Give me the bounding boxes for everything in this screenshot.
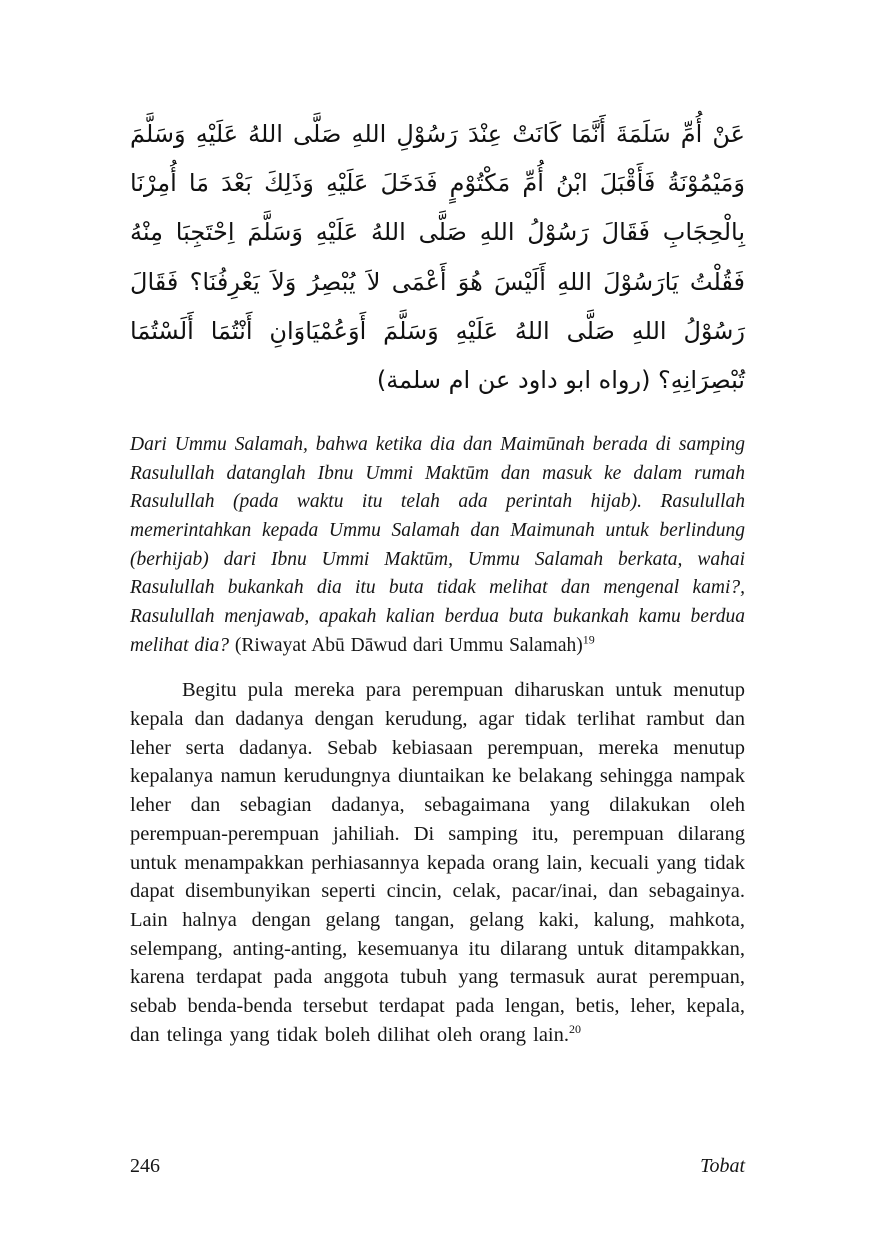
footnote-reference-19: 19: [582, 632, 595, 647]
arabic-hadith-text: عَنْ أُمِّ سَلَمَةَ أَنَّمَا كَانَتْ عِنْدَ رَسُوْلِ اللهِ صَلَّى اللهُ عَلَيْهِ وَسَلَّمَ وَمَيْمُوْنَةُ فَأَقْبَلَ ابْنُ أُمِّ مَكْتُوْمٍ فَدَخَلَ عَلَيْهِ وَذَلِكَ بَعْدَ مَا أُمِرْنَا بِالْحِجَابِ فَقَالَ رَسُوْلُ اللهِ صَلَّى اللهُ عَلَيْهِ وَسَلَّمَ اِحْتَجِبَا مِنْهُ فَقُلْتُ يَارَسُوْلَ اللهِ أَلَيْسَ هُوَ أَعْمَى لاَ يُبْصِرُ وَلاَ يَعْرِفُنَا؟ فَقَالَ رَسُوْلُ اللهِ صَلَّى اللهُ عَلَيْهِ وَسَلَّمَ أَوَعُمْيَاوَانِ أَنْتُمَا أَلَسْتُمَا تُبْصِرَانِهِ؟ (رواه ابو داود عن ام سلمة): [130, 120, 745, 394]
running-title: Tobat: [700, 1155, 745, 1177]
hadith-translation: [130, 431, 745, 660]
body-paragraph-text: Begitu pula mereka para perempuan diharuskan untuk menutup kepala dan dadanya dengan kerudung, agar tidak terlihat rambut dan leher serta dadanya. Sebab kebiasaan perempuan, mereka menutup kepalanya namun kerudungnya diuntaikan ke belakang sehingga nampak leher dan sebagian dadanya, sebagaimana yang dilakukan oleh perempuan-perempuan jahiliah. Di samping itu, perempuan dilarang untuk menampakkan perhiasannya kepada orang lain, kecuali yang tidak dapat disembunyikan seperti cincin, celak, pacar/inai, dan sebagainya. Lain halnya dengan gelang tangan, gelang kaki, kalung, mahkota, selempang, anting-anting, kesemuanya itu dilarang untuk ditampakkan, karena terdapat pada anggota tubuh yang termasuk aurat perempuan, sebab benda-benda tersebut terdapat pada lengan, betis, leher, kepala, dan telinga yang tidak boleh dilihat oleh orang lain.: [130, 679, 745, 1046]
translation-citation: (Riwayat Abū Dāwud dari Ummu Salamah): [234, 634, 583, 656]
translation-italic-text: Dari Ummu Salamah, bahwa ketika dia dan Maimūnah berada di samping Rasulullah datanglah Ibnu Ummi Maktūm dan masuk ke dalam rumah Rasulullah (pada waktu itu telah ada perintah hijab). Rasulullah memerintahkan kepada Ummu Salamah dan Maimunah untuk berlindung (berhijab) dari Ibnu Ummi Maktūm, Ummu Salamah berkata, wahai Rasulullah bukankah dia itu buta tidak melihat dan mengenal kami?, Rasulullah menjawab, apakah kalian berdua buta bukankah kamu berdua melihat dia?: [130, 434, 745, 656]
body-paragraph: [130, 676, 745, 1049]
page-number: 246: [130, 1155, 160, 1177]
footnote-reference-20: 20: [568, 1021, 581, 1036]
page-footer: [130, 1155, 745, 1178]
